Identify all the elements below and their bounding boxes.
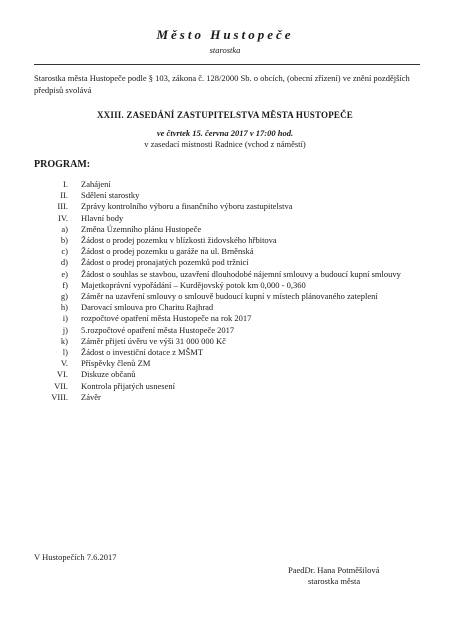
agenda-subitem (34, 336, 434, 347)
agenda-subitem (34, 280, 434, 291)
agenda-item (34, 392, 434, 403)
agenda-item-number: VII. (54, 380, 68, 391)
agenda-item-text: Žádost o prodej pozemku u garáže na ul. Brněnská (81, 246, 254, 257)
meeting-place: v zasedací místnosti Radnice (vchod z náměstí) (144, 139, 306, 149)
agenda-subitem (34, 246, 434, 257)
agenda-subitem (34, 313, 434, 324)
agenda-item-number: VIII. (51, 391, 68, 402)
agenda-subitem (34, 302, 434, 313)
agenda-item-text: Žádost o investiční dotace z MŠMT (81, 347, 204, 358)
agenda-item-text: Žádost o prodej pronajatých pozemků pod tržnicí (81, 257, 249, 268)
agenda-item-text: Zprávy kontrolního výboru a finančního výboru zastupitelstva (81, 201, 293, 212)
agenda-item-number: e) (61, 268, 68, 279)
agenda-item-number: II. (60, 190, 68, 201)
agenda-list (34, 179, 434, 403)
agenda-subitem (34, 224, 434, 235)
agenda-subitem (34, 347, 434, 358)
agenda-item-text: Záměr přijetí úvěru ve výši 31 000 000 Kč (81, 335, 226, 346)
agenda-item (34, 369, 434, 380)
header-divider (34, 64, 420, 65)
agenda-item (34, 358, 434, 369)
agenda-item-number: g) (60, 291, 68, 302)
agenda-item-text: Majetkoprávní vypořádání – Kurdějovský potok km 0,000 - 0,360 (81, 279, 306, 290)
agenda-item-text: Žádost o souhlas se stavbou, uzavření dlouhodobé nájemní smlouvy a budoucí kupní smlouvy (81, 268, 401, 279)
agenda-item-text: Hlavní body (81, 212, 124, 223)
agenda-item-number: a) (61, 223, 68, 234)
agenda-item-number: l) (62, 347, 68, 358)
agenda-item-number: b) (60, 235, 68, 246)
agenda-item-text: Darovací smlouva pro Charitu Rajhrad (81, 302, 214, 313)
signer-name: PaedDr. Hana Potměšilová (288, 565, 380, 575)
agenda-item-text: Kontrola přijatých usnesení (81, 380, 175, 391)
agenda-item-text: 5.rozpočtové opatření města Hustopeče 2017 (81, 324, 235, 335)
agenda-item-number: j) (62, 324, 68, 335)
footer-date: V Hustopečích 7.6.2017 (34, 552, 117, 562)
agenda-subitem (34, 257, 434, 268)
program-heading: PROGRAM: (34, 159, 91, 170)
agenda-item (34, 381, 434, 392)
agenda-item-text: Záměr na uzavření smlouvy o smlouvě budoucí kupní v místech plánovaného zateplení (81, 291, 378, 302)
agenda-subitem (34, 235, 434, 246)
agenda-item (34, 190, 434, 201)
agenda-subitem (34, 269, 434, 280)
agenda-item-number: c) (61, 246, 68, 257)
agenda-item-number: k) (60, 335, 68, 346)
agenda-item-text: Sdělení starostky (81, 190, 140, 201)
agenda-item-text: rozpočtové opatření města Hustopeče na rok 2017 (81, 313, 252, 324)
agenda-item-text: Zahájení (81, 179, 111, 189)
agenda-item-text: Diskuze občanů (81, 369, 136, 380)
agenda-subitem (34, 325, 434, 336)
meeting-date: ve čtvrtek 15. června 2017 v 17:00 hod. (156, 128, 294, 138)
intro-paragraph: Starostka města Hustopeče podle § 103, zákona č. 128/2000 Sb. o obcích, (obecní zřízení) ve znění pozdějších předpisů svolává (34, 73, 410, 95)
agenda-item-text: Příspěvky členů ZM (81, 358, 151, 369)
agenda-item-number: IV. (58, 212, 68, 223)
agenda-item-number: d) (60, 257, 68, 268)
agenda-item-number: I. (63, 179, 68, 189)
meeting-title: XXIII. ZASEDÁNÍ ZASTUPITELSTVA MĚSTA HUSTOPEČE (96, 110, 354, 120)
agenda-subitem (34, 291, 434, 302)
agenda-item-number: f) (62, 279, 68, 290)
office-subtitle: starostka (209, 45, 241, 55)
signature-block (288, 565, 428, 587)
agenda-item-text: Závěr (81, 391, 101, 402)
agenda-item (34, 179, 434, 190)
agenda-item-text: Žádost o prodej pozemku v blízkosti židovského hřbitova (81, 235, 277, 246)
agenda-item-number: V. (60, 358, 68, 369)
agenda-item-text: Změna Územního plánu Hustopeče (81, 223, 202, 234)
city-title: Město Hustopeče (156, 27, 294, 42)
agenda-item-number: III. (57, 201, 68, 212)
agenda-item-number: VI. (56, 369, 68, 380)
agenda-item-number: h) (60, 302, 68, 313)
signer-role: starostka města (308, 576, 361, 587)
agenda-item (34, 213, 434, 224)
agenda-item (34, 201, 434, 212)
agenda-item-number: i) (62, 313, 68, 324)
